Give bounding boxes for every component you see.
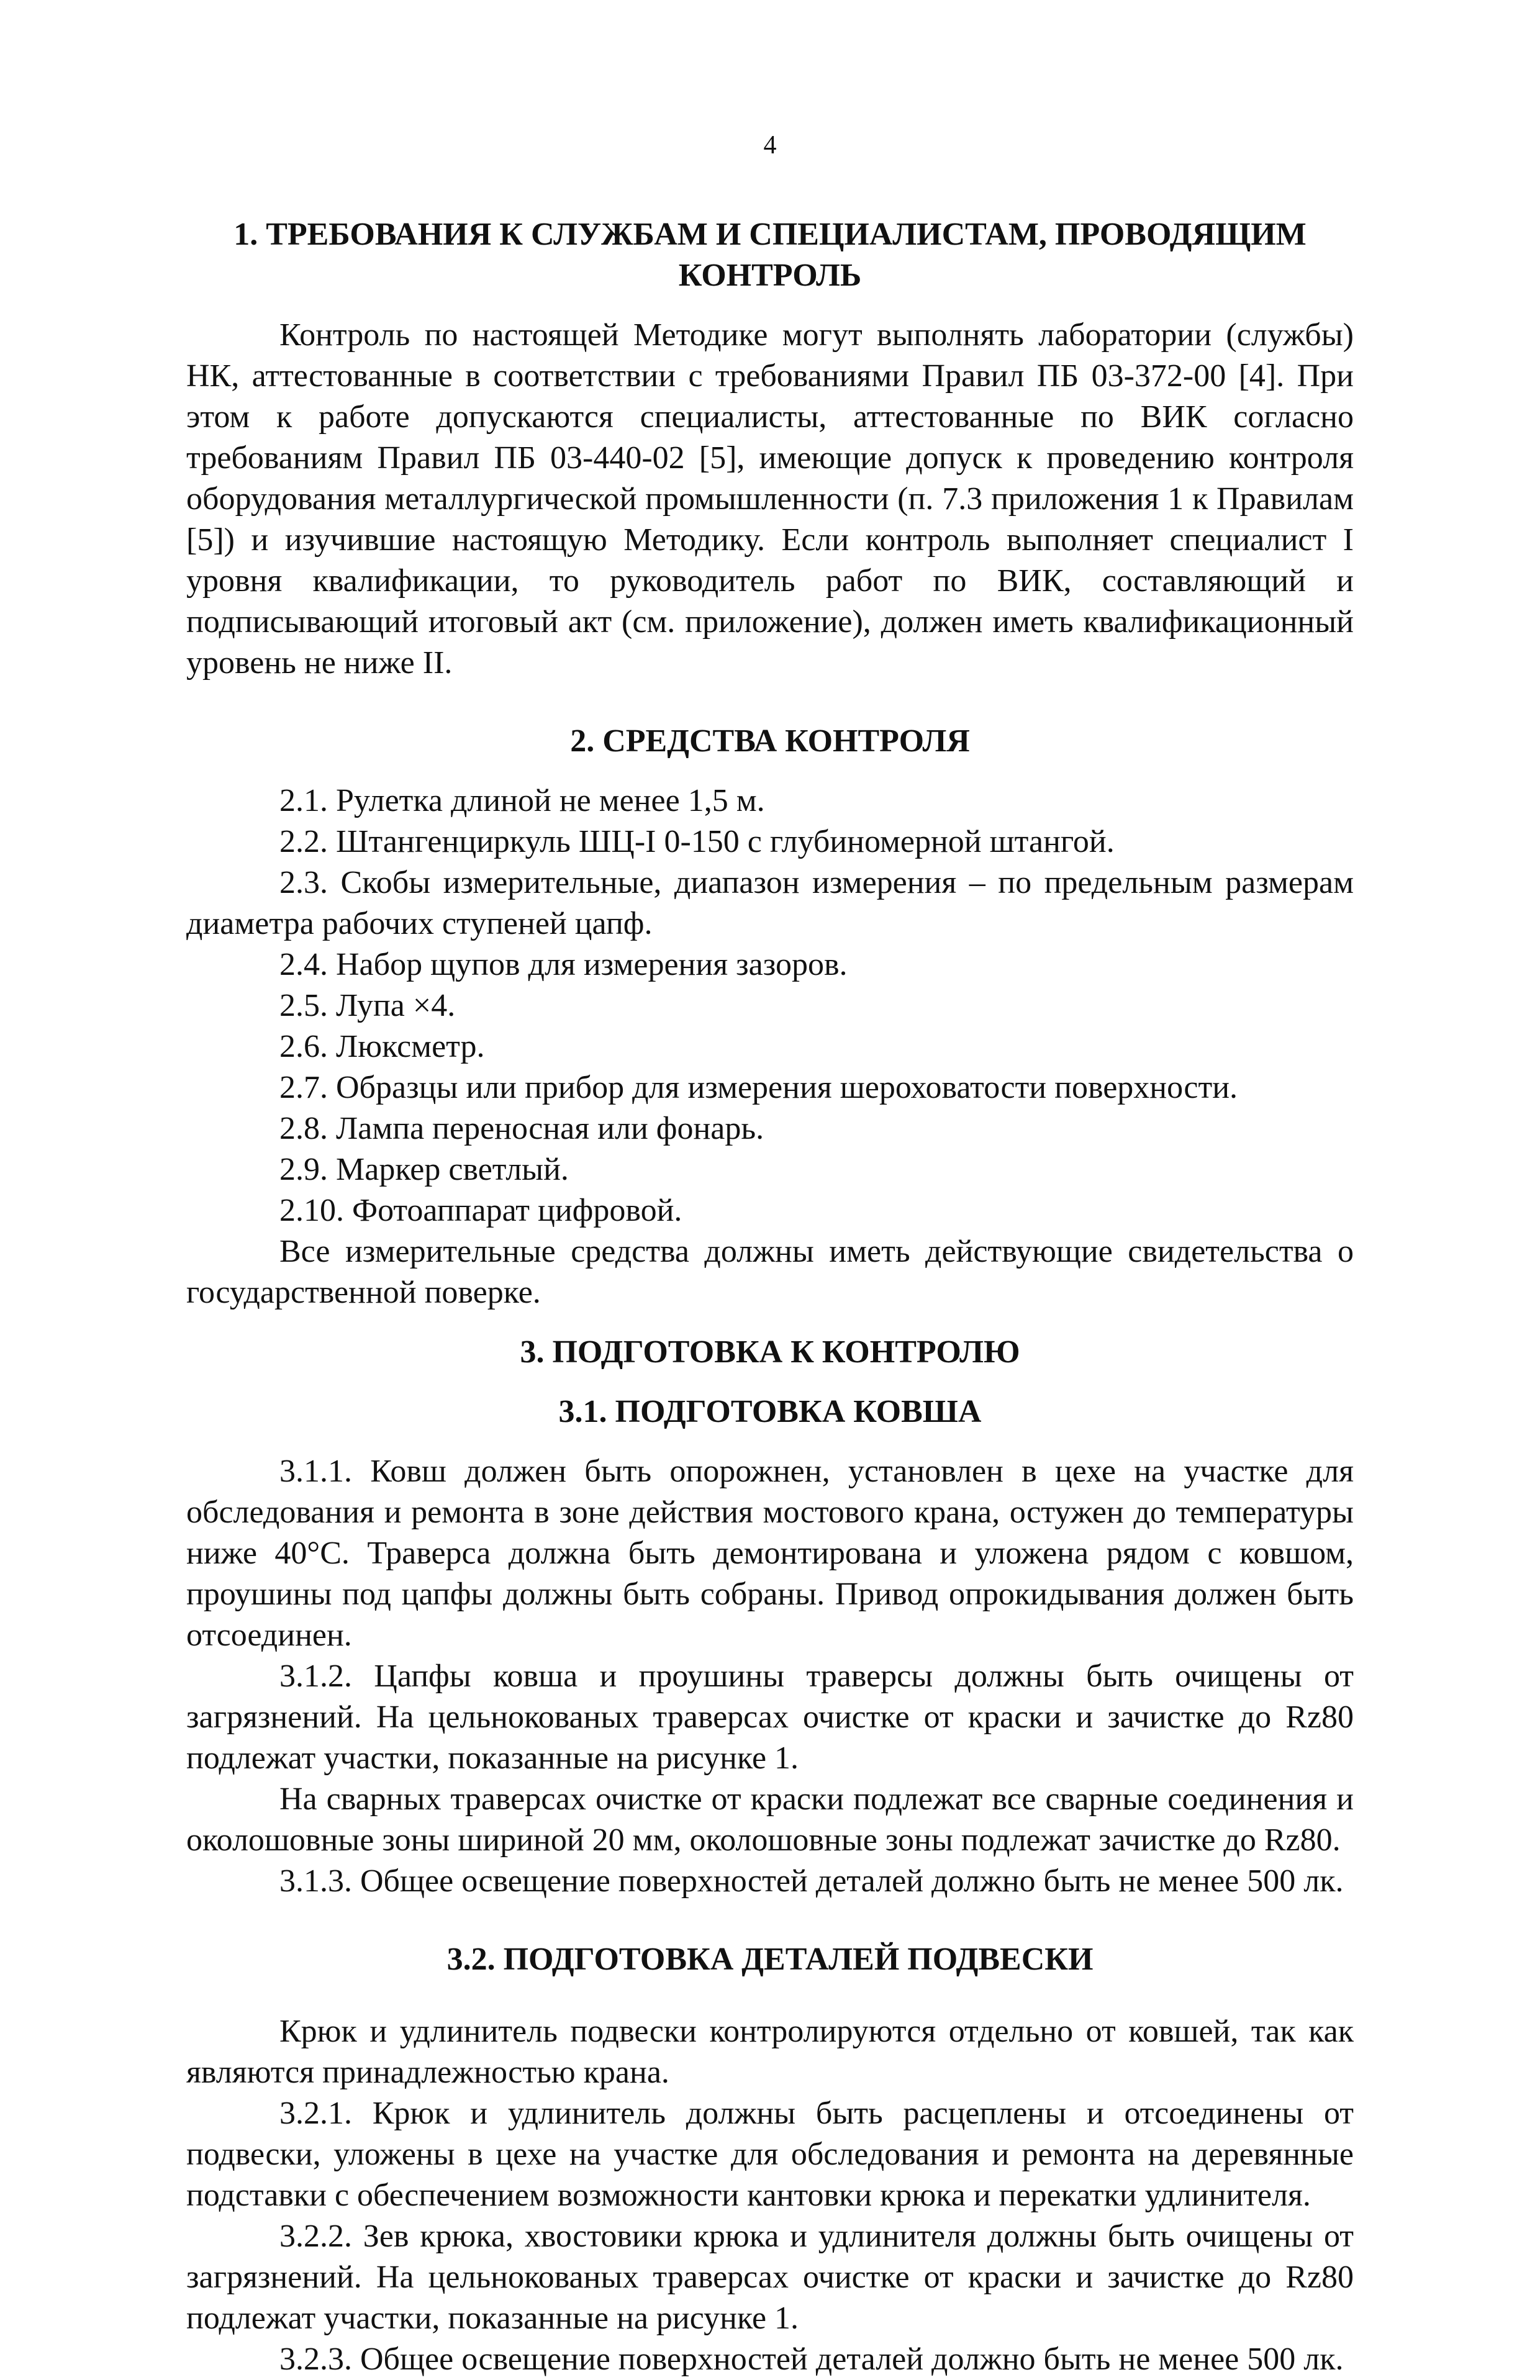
section1-title [186,214,1354,296]
list-item: 2.1. Рулетка длиной не менее 1,5 м. [279,783,765,818]
page-number: 4 [763,131,777,160]
list-item: 2.10. Фотоаппарат цифровой. [279,1193,682,1228]
paragraph: 3.1.3. Общее освещение поверхностей деталей должно быть не менее 500 лк. [279,1863,1344,1899]
list-item: 2.2. Штангенциркуль ШЦ-I 0-150 с глубиномерной штангой. [279,824,1115,859]
paragraph: 3.2.2. Зев крюка, хвостовики крюка и удлинителя должны быть очищены от загрязнений. На цельнокованых траверсах очистке от краски и зачистке до Rz80 подлежат участки, показанные на рисунке 1. [186,2219,1354,2336]
section3-title: 3. ПОДГОТОВКА К КОНТРОЛЮ [520,1334,1020,1370]
section2-closing: Все измерительные средства должны иметь действующие свидетельства о государственной поверке. [186,1234,1354,1310]
list-item: 2.7. Образцы или прибор для измерения шероховатости поверхности. [279,1070,1238,1105]
list-item: 2.3. Скобы измерительные, диапазон измерения – по предельным размерам диаметра рабочих ступеней цапф. [186,865,1354,941]
paragraph: 3.1.1. Ковш должен быть опорожнен, установлен в цехе на участке для обследования и ремонта в зоне действия мостового крана, остужен до температуры ниже 40°С. Траверса должна быть демонтирована и уложена рядом с ковшом, проушины под цапфы должны быть собраны. Привод опрокидывания должен быть отсоединен. [186,1454,1354,1653]
paragraph: 3.1.2. Цапфы ковша и проушины траверсы должны быть очищены от загрязнений. На цельнокованых траверсах очистке от краски и зачистке до Rz80 подлежат участки, показанные на рисунке 1. [186,1658,1354,1776]
section3-2-title: 3.2. ПОДГОТОВКА ДЕТАЛЕЙ ПОДВЕСКИ [446,1942,1094,1977]
list-item: 2.9. Маркер светлый. [279,1152,569,1187]
section1-title-line2: КОНТРОЛЬ [678,258,862,293]
paragraph: 3.2.1. Крюк и удлинитель должны быть расцеплены и отсоединены от подвески, уложены в цехе на участке для обследования и ремонта на деревянные подставки с обеспечением возможности кантовки крюка и перекатки удлинителя. [186,2096,1354,2213]
list-item: 2.4. Набор щупов для измерения зазоров. [279,947,848,982]
list-item: 2.6. Люксметр. [279,1029,485,1064]
section3-1-title: 3.1. ПОДГОТОВКА КОВША [558,1394,982,1429]
paragraph: 3.2.3. Общее освещение поверхностей деталей должно быть не менее 500 лк. [279,2342,1344,2377]
section2-title: 2. СРЕДСТВА КОНТРОЛЯ [570,723,970,759]
section1-paragraph: Контроль по настоящей Методике могут выполнять лаборатории (службы) НК, аттестованные в соответствии с требованиями Правил ПБ 03-372-00 [4]. При этом к работе допускаются специалисты, аттестованные по ВИК согласно требованиям Правил ПБ 03-440-02 [5], имеющие допуск к проведению контроля оборудования металлургической промышленности (п. 7.3 приложения 1 к Правилам [5]) и изучившие настоящую Методику. Если контроль выполняет специалист I уровня квалификации, то руководитель работ по ВИК, составляющий и подписывающий итоговый акт (см. приложение), должен иметь квалификационный уровень не ниже II. [186,317,1354,681]
section1-title-line1: 1. ТРЕБОВАНИЯ К СЛУЖБАМ И СПЕЦИАЛИСТАМ, ПРОВОДЯЩИМ [233,217,1307,252]
paragraph: Крюк и удлинитель подвески контролируются отдельно от ковшей, так как являются принадлежностью крана. [186,2014,1354,2090]
document-body [186,214,1354,2380]
list-item: 2.5. Лупа ×4. [279,988,456,1023]
paragraph: На сварных траверсах очистке от краски подлежат все сварные соединения и околошовные зоны шириной 20 мм, околошовные зоны подлежат зачистке до Rz80. [186,1781,1354,1858]
list-item: 2.8. Лампа переносная или фонарь. [279,1111,764,1146]
